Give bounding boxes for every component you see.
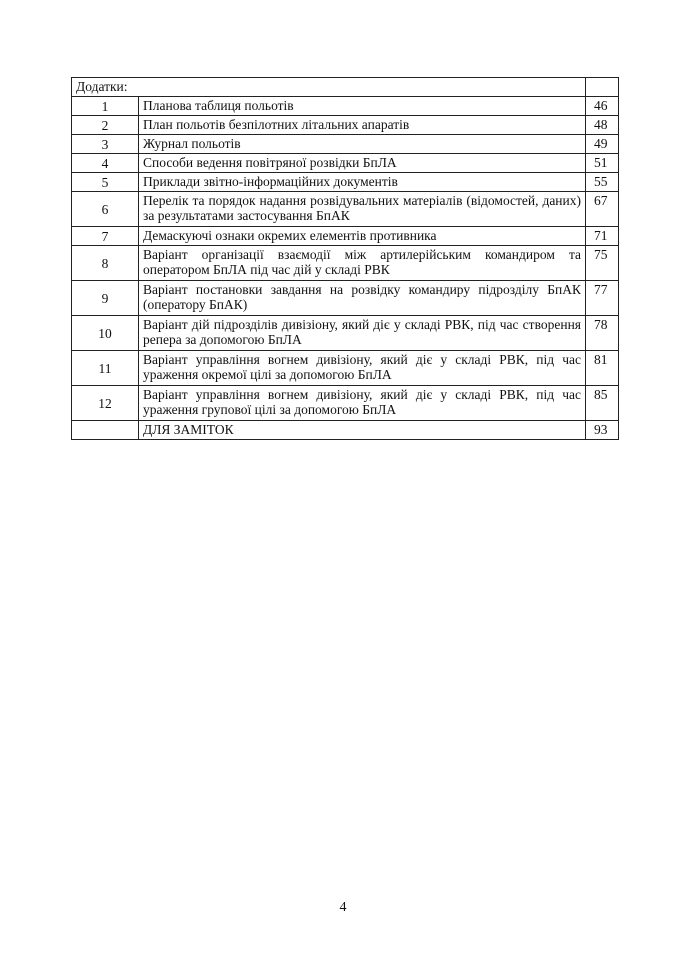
row-number: 8 bbox=[72, 246, 139, 281]
page-number: 4 bbox=[339, 900, 347, 915]
row-page: 49 bbox=[586, 135, 619, 154]
row-page: 46 bbox=[586, 97, 619, 116]
table-row bbox=[72, 173, 619, 192]
table-row bbox=[72, 192, 619, 227]
table-row bbox=[72, 281, 619, 316]
row-title: Варіант організації взаємодії між артилерійським командиром та оператором БпЛА під час дій у складі РВК bbox=[139, 246, 586, 281]
row-page: 77 bbox=[586, 281, 619, 316]
table-row bbox=[72, 421, 619, 440]
row-number bbox=[72, 421, 139, 440]
row-page: 55 bbox=[586, 173, 619, 192]
row-number: 4 bbox=[72, 154, 139, 173]
table-row bbox=[72, 97, 619, 116]
row-number: 10 bbox=[72, 316, 139, 351]
table-row bbox=[72, 351, 619, 386]
row-number: 7 bbox=[72, 227, 139, 246]
row-page: 81 bbox=[586, 351, 619, 386]
table-row bbox=[72, 227, 619, 246]
row-title: ДЛЯ ЗАМІТОК bbox=[139, 421, 586, 440]
row-title: Варіант постановки завдання на розвідку командиру підрозділу БпАК (оператору БпАК) bbox=[139, 281, 586, 316]
row-title: Варіант управління вогнем дивізіону, який діє у складі РВК, під час ураження окремої цілі за допомогою БпЛА bbox=[139, 351, 586, 386]
row-page: 85 bbox=[586, 386, 619, 421]
row-page: 93 bbox=[586, 421, 619, 440]
row-page: 71 bbox=[586, 227, 619, 246]
row-title: Демаскуючі ознаки окремих елементів противника bbox=[139, 227, 586, 246]
row-number: 5 bbox=[72, 173, 139, 192]
row-title: План польотів безпілотних літальних апаратів bbox=[139, 116, 586, 135]
row-title: Варіант управління вогнем дивізіону, який діє у складі РВК, під час ураження групової цілі за допомогою БпЛА bbox=[139, 386, 586, 421]
row-number: 11 bbox=[72, 351, 139, 386]
table-header-row bbox=[72, 78, 619, 97]
row-page: 75 bbox=[586, 246, 619, 281]
contents-table bbox=[71, 77, 619, 440]
row-title: Варіант дій підрозділів дивізіону, який діє у складі РВК, під час створення репера за допомогою БпЛА bbox=[139, 316, 586, 351]
row-page: 78 bbox=[586, 316, 619, 351]
row-title: Журнал польотів bbox=[139, 135, 586, 154]
row-title: Приклади звітно-інформаційних документів bbox=[139, 173, 586, 192]
row-number: 6 bbox=[72, 192, 139, 227]
table-row bbox=[72, 116, 619, 135]
section-title: Додатки: bbox=[72, 78, 586, 97]
empty-cell bbox=[586, 78, 619, 97]
table-row bbox=[72, 154, 619, 173]
row-number: 12 bbox=[72, 386, 139, 421]
row-number: 1 bbox=[72, 97, 139, 116]
row-page: 48 bbox=[586, 116, 619, 135]
table-row bbox=[72, 386, 619, 421]
row-number: 2 bbox=[72, 116, 139, 135]
row-title: Перелік та порядок надання розвідувальних матеріалів (відомостей, даних) за результатами застосування БпАК bbox=[139, 192, 586, 227]
table-row bbox=[72, 135, 619, 154]
row-page: 67 bbox=[586, 192, 619, 227]
table-row bbox=[72, 246, 619, 281]
row-number: 9 bbox=[72, 281, 139, 316]
row-title: Планова таблиця польотів bbox=[139, 97, 586, 116]
row-page: 51 bbox=[586, 154, 619, 173]
row-title: Способи ведення повітряної розвідки БпЛА bbox=[139, 154, 586, 173]
row-number: 3 bbox=[72, 135, 139, 154]
table-row bbox=[72, 316, 619, 351]
